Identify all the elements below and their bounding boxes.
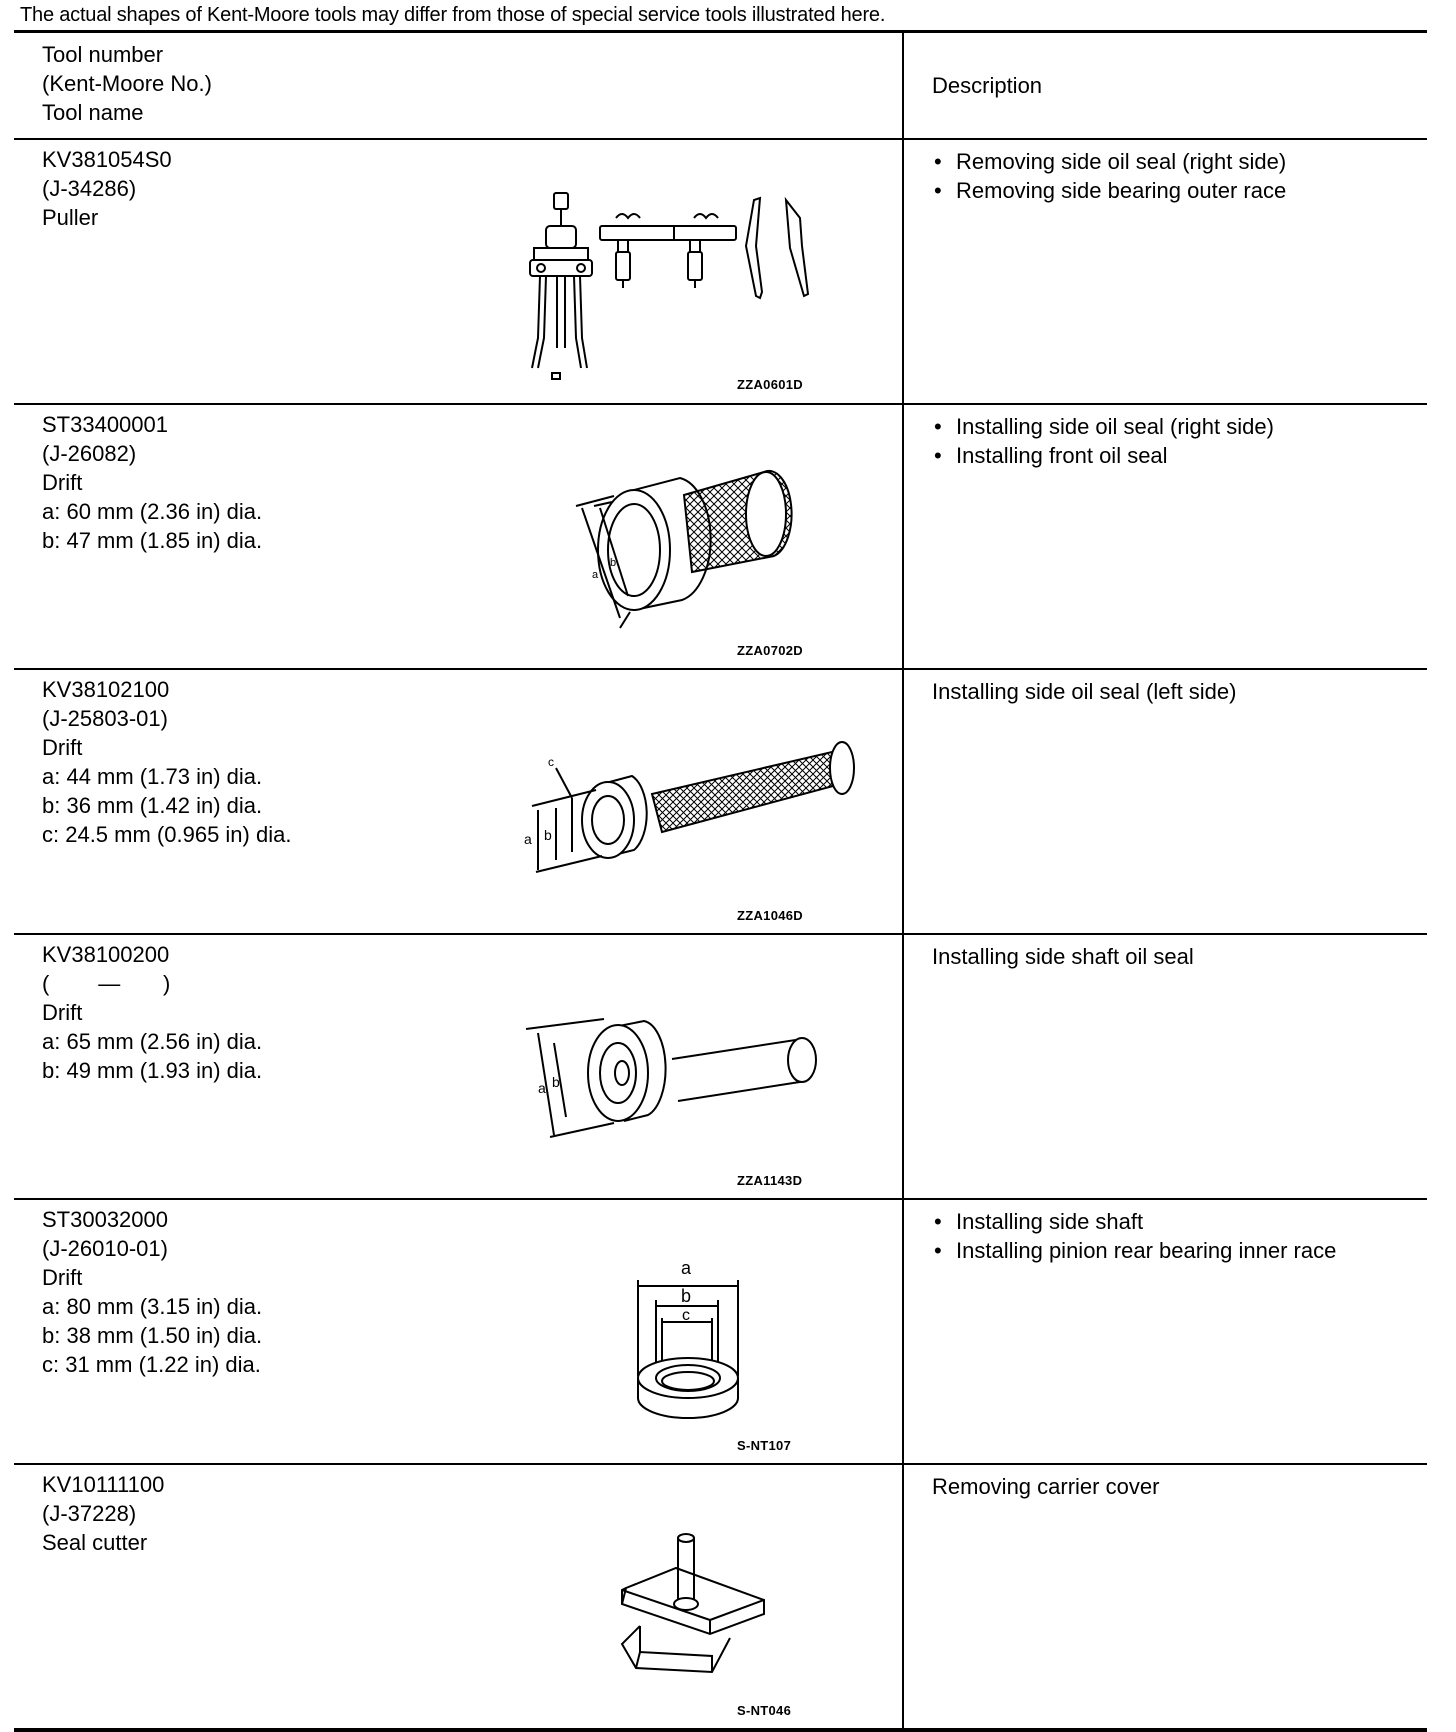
description-item: Removing carrier cover xyxy=(932,1474,1160,1499)
description-item: • Installing side oil seal (right side) xyxy=(932,412,1427,441)
description-cell xyxy=(903,1199,1427,1464)
tool-number: KV38100200 xyxy=(42,942,170,967)
dimension-label-a: a xyxy=(680,1260,692,1278)
description-cell xyxy=(903,934,1427,1199)
tool-spec: b: 38 mm (1.50 in) dia. xyxy=(42,1323,263,1348)
header-tool-name: Tool name xyxy=(42,100,144,125)
drift-illustration xyxy=(524,1003,834,1143)
dimension-label-c: c xyxy=(682,1307,690,1324)
figure-code: ZZA1143D xyxy=(737,1173,803,1188)
description-item: • Installing front oil seal xyxy=(932,441,1427,470)
tool-number: ST30032000 xyxy=(42,1207,168,1232)
tool-cell xyxy=(14,404,903,669)
tool-spec: b: 49 mm (1.93 in) dia. xyxy=(42,1058,263,1083)
figure-code: ZZA1046D xyxy=(737,908,803,923)
tool-name: Drift xyxy=(42,1265,83,1290)
description-cell xyxy=(903,404,1427,669)
tool-cell xyxy=(14,934,903,1199)
ring-drift-illustration xyxy=(614,1260,764,1430)
kent-moore-number: (J-26010-01) xyxy=(42,1236,168,1261)
tool-cell xyxy=(14,139,903,404)
description-cell xyxy=(903,1464,1427,1730)
description-item: • Removing side oil seal (right side) xyxy=(932,147,1427,176)
tool-spec: b: 47 mm (1.85 in) dia. xyxy=(42,528,263,553)
description-item: • Removing side bearing outer race xyxy=(932,176,1427,205)
dimension-label-b: b xyxy=(680,1286,692,1306)
figure-code: ZZA0702D xyxy=(737,643,803,658)
kent-moore-number: ( — ) xyxy=(42,971,171,996)
dimension-label-b: b xyxy=(552,1074,560,1090)
tool-number: ST33400001 xyxy=(42,412,168,437)
drift-illustration xyxy=(512,732,872,892)
tool-number: KV38102100 xyxy=(42,677,170,702)
kent-moore-number: (J-34286) xyxy=(42,176,137,201)
figure-code: ZZA0601D xyxy=(737,377,803,392)
table-header-row xyxy=(14,32,1427,140)
tool-number: KV381054S0 xyxy=(42,147,172,172)
tool-spec: b: 36 mm (1.42 in) dia. xyxy=(42,793,263,818)
table-row xyxy=(14,404,1427,669)
table-row xyxy=(14,1464,1427,1730)
description-item: Installing side shaft oil seal xyxy=(932,944,1194,969)
description-item: • Installing side shaft xyxy=(932,1207,1427,1236)
header-tool-info xyxy=(14,32,903,140)
tool-spec: c: 31 mm (1.22 in) dia. xyxy=(42,1352,261,1377)
tool-spec: a: 44 mm (1.73 in) dia. xyxy=(42,764,263,789)
page-note: The actual shapes of Kent-Moore tools may differ from those of special service tools illustrated here. xyxy=(20,4,886,26)
tool-number: KV10111100 xyxy=(42,1472,165,1497)
tool-spec: a: 65 mm (2.56 in) dia. xyxy=(42,1029,263,1054)
dimension-label-c: c xyxy=(548,755,554,769)
tool-cell xyxy=(14,1464,903,1730)
table-row xyxy=(14,139,1427,404)
description-cell xyxy=(903,139,1427,404)
dimension-label-a: a xyxy=(538,1080,546,1096)
kent-moore-number: (J-25803-01) xyxy=(42,706,168,731)
seal-cutter-illustration xyxy=(610,1530,770,1690)
puller-illustration xyxy=(524,188,854,383)
kent-moore-number: (J-37228) xyxy=(42,1501,137,1526)
header-description: Description xyxy=(903,32,1427,140)
description-cell xyxy=(903,669,1427,934)
tool-name: Puller xyxy=(42,205,99,230)
description-item: • Installing pinion rear bearing inner race xyxy=(932,1236,1427,1265)
tool-spec: c: 24.5 mm (0.965 in) dia. xyxy=(42,822,292,847)
table-row xyxy=(14,669,1427,934)
table-row xyxy=(14,1199,1427,1464)
dimension-label-b: b xyxy=(610,557,617,569)
tool-spec: a: 80 mm (3.15 in) dia. xyxy=(42,1294,263,1319)
tool-cell xyxy=(14,1199,903,1464)
tool-name: Drift xyxy=(42,735,83,760)
header-tool-number: Tool number xyxy=(42,42,164,67)
figure-code: S-NT107 xyxy=(737,1438,792,1453)
drift-illustration xyxy=(574,460,814,630)
dimension-label-a: a xyxy=(524,831,532,847)
kent-moore-number: (J-26082) xyxy=(42,441,137,466)
dimension-label-a: a xyxy=(592,569,599,581)
tool-name: Drift xyxy=(42,470,83,495)
tool-spec: a: 60 mm (2.36 in) dia. xyxy=(42,499,263,524)
description-item: Installing side oil seal (left side) xyxy=(932,679,1237,704)
tool-name: Drift xyxy=(42,1000,83,1025)
tool-cell xyxy=(14,669,903,934)
table-row xyxy=(14,934,1427,1199)
figure-code: S-NT046 xyxy=(737,1703,792,1718)
header-kent-moore: (Kent-Moore No.) xyxy=(42,71,212,96)
special-service-tools-table xyxy=(14,30,1427,1732)
dimension-label-b: b xyxy=(544,827,552,843)
tool-name: Seal cutter xyxy=(42,1530,148,1555)
